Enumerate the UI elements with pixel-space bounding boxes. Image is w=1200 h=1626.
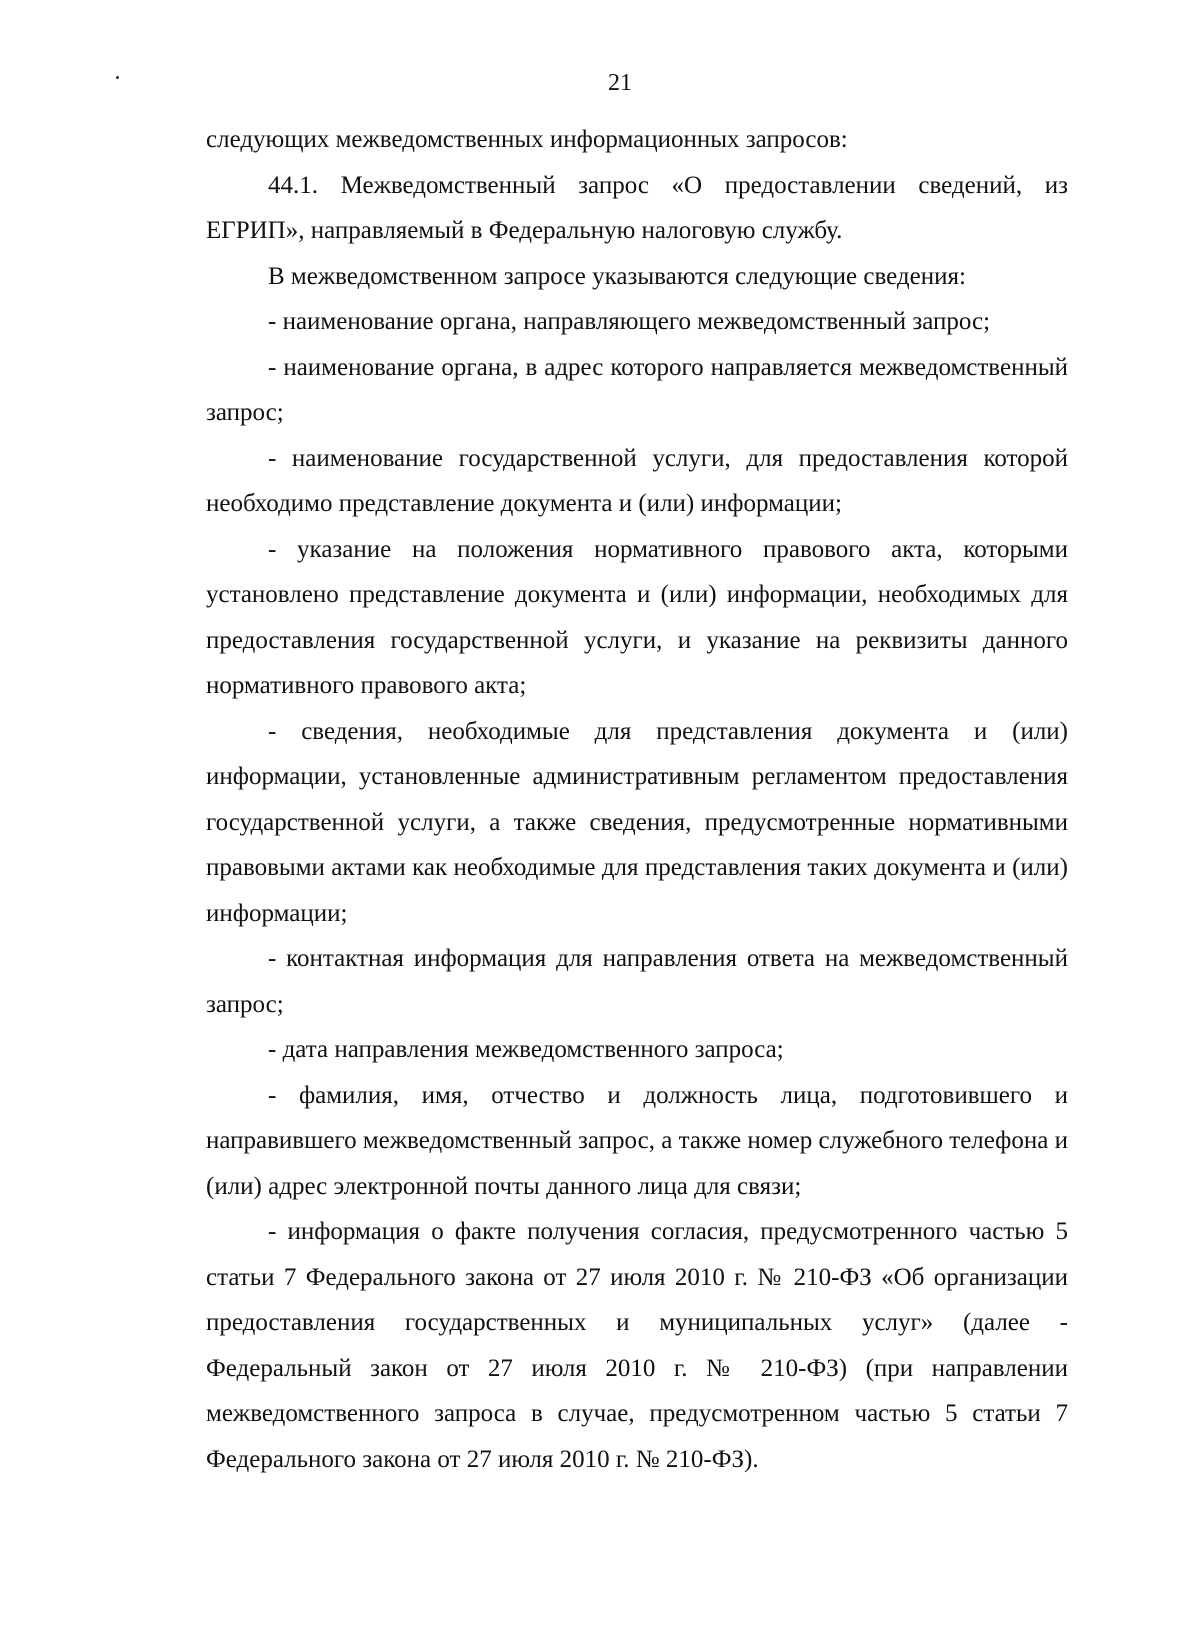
list-item-service-name: - наименование государственной услуги, для предоставления которой необходимо представление документа и (или) информации;: [206, 444, 1068, 517]
list-item-required-info: - сведения, необходимые для представления документа и (или) информации, установленные административным регламентом предоставления государственной услуги, а также сведения, предусмотренные нормативными правовыми актами как необходимые для представления таких документа и (или) информации;: [206, 717, 1068, 927]
paragraph-request-contents: В межведомственном запросе указываются следующие сведения:: [268, 262, 966, 290]
list-item-request-date: - дата направления межведомственного запроса;: [268, 1036, 784, 1063]
list-item-requesting-body: - наименование органа, направляющего межведомственный запрос;: [268, 308, 991, 335]
paragraph-intro: следующих межведомственных информационных запросов:: [206, 126, 848, 153]
list-item-contact-info: - контактная информация для направления ответа на межведомственный запрос;: [206, 945, 1068, 1018]
list-item-responsible-person: - фамилия, имя, отчество и должность лица, подготовившего и направившего межведомственный запрос, а также номер служебного телефона и (или) адрес электронной почты данного лица для связи;: [206, 1081, 1068, 1200]
list-item-legal-act: - указание на положения нормативного правового акта, которыми установлено представление документа и (или) информации, необходимых для предоставления государственной услуги, и указание на реквизиты данного нормативного правового акта;: [206, 535, 1068, 699]
document-body: [206, 117, 1068, 1482]
list-item-consent-info: - информация о факте получения согласия, предусмотренного частью 5 статьи 7 Федерального закона от 27 июля 2010 г. № 210-ФЗ «Об организации предоставления государственных и муниципальных услуг» (далее - Федеральный закон от 27 июля 2010 г. № 210-ФЗ) (при направлении межведомственного запроса в случае, предусмотренном частью 5 статьи 7 Федерального закона от 27 июля 2010 г. № 210-ФЗ).: [206, 1218, 1068, 1473]
page-number: 21: [608, 70, 632, 96]
list-item-addressee-body: - наименование органа, в адрес которого направляется межведомственный запрос;: [206, 353, 1068, 426]
paragraph-44-1: 44.1. Межведомственный запрос «О предоставлении сведений, из ЕГРИП», направляемый в Федеральную налоговую службу.: [206, 171, 1068, 244]
